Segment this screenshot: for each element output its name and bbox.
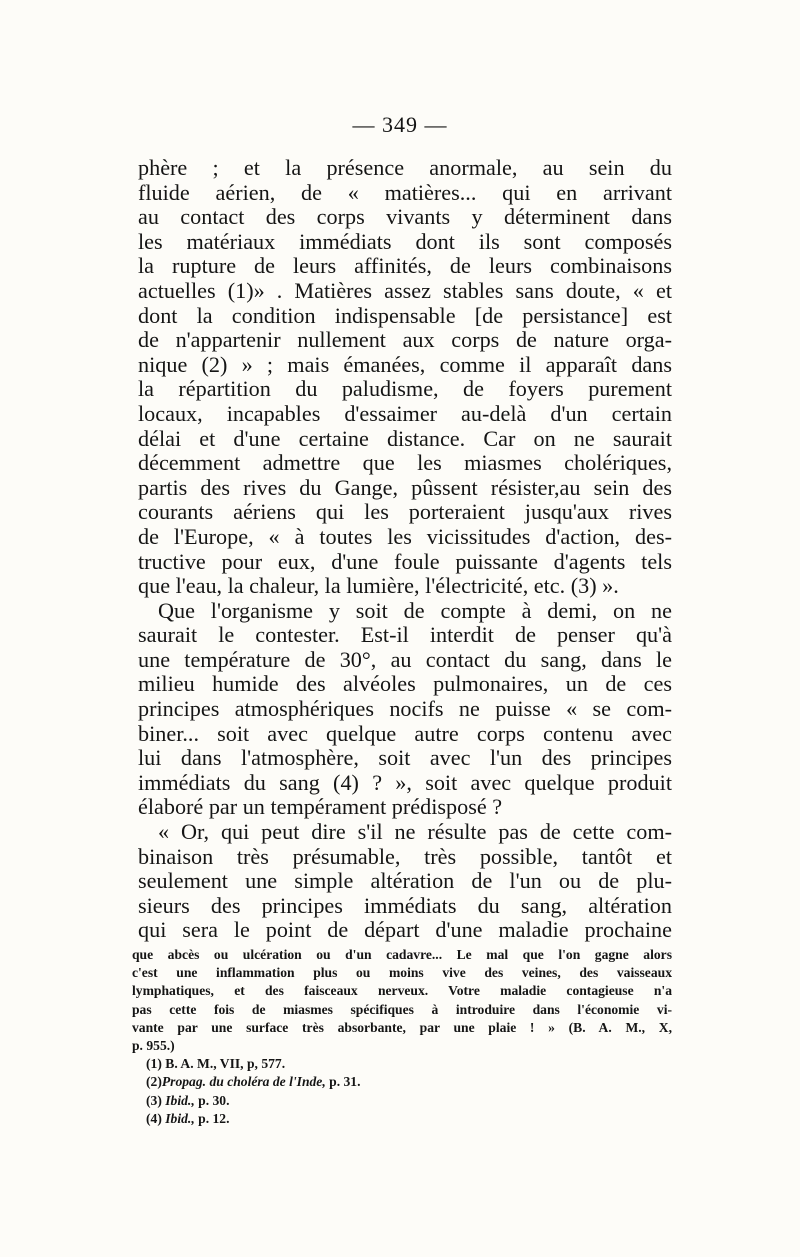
- text-line: qui sera le point de départ d'une maladie prochaine: [138, 917, 672, 943]
- footnote-number: (4): [146, 1110, 162, 1126]
- text-line: une température de 30°, au contact du sang, dans le: [138, 646, 672, 672]
- text-line: phère ; et la présence anormale, au sein du: [138, 155, 672, 180]
- text-line: élaboré par un tempérament prédisposé ?: [138, 794, 503, 820]
- footnotes: [132, 946, 672, 1128]
- footnote-ref: [132, 1055, 672, 1073]
- page-number: — 349 —: [352, 112, 448, 137]
- text-line: que l'eau, la chaleur, la lumière, l'électricité, etc. (3) ».: [138, 573, 619, 599]
- text-line: les matériaux immédiats dont ils sont composés: [138, 228, 672, 254]
- text-line: principes atmosphériques nocifs ne puisse « se com-: [138, 696, 672, 722]
- footnote-line: p. 955.): [132, 1037, 175, 1053]
- text-line: délai et d'une certaine distance. Car on ne saurait: [138, 425, 672, 451]
- text-line: courants aériens qui les porteraient jusqu'aux rives: [138, 499, 672, 525]
- body-text: [138, 156, 672, 943]
- text-line: partis des rives du Gange, pûssent résister,au sein des: [138, 474, 672, 500]
- text-line: Que l'organisme y soit de compte à demi, on ne: [158, 597, 672, 623]
- footnote-text: p. 30.: [194, 1092, 230, 1108]
- footnote-ref: [132, 1073, 672, 1091]
- footnote-number: (1): [146, 1056, 162, 1072]
- text-line: sieurs des principes immédiats du sang, altération: [138, 892, 672, 918]
- text-line: seulement une simple altération de l'un ou de plu-: [138, 868, 672, 894]
- footnote-line: c'est une inflammation plus ou moins vive des veines, des vaisseaux: [132, 965, 672, 981]
- footnote-title: Propag. du choléra de l'Inde,: [161, 1074, 326, 1090]
- footnote-title: Ibid.,: [165, 1092, 195, 1108]
- text-line: binaison très présumable, très possible, tantôt et: [138, 843, 672, 869]
- text-line: locaux, incapables d'essaimer au-delà d'un certain: [138, 400, 672, 426]
- text-line: immédiats du sang (4) ? », soit avec quelque produit: [138, 769, 672, 795]
- text-line: lui dans l'atmosphère, soit avec l'un des principes: [138, 745, 672, 771]
- footnote-text: p. 12.: [194, 1110, 230, 1126]
- footnote-number: (3): [146, 1092, 162, 1108]
- text-line: au contact des corps vivants y déterminent dans: [138, 204, 672, 230]
- footnote-text: B. A. M., VII, p, 577.: [165, 1056, 286, 1072]
- footnote-line: pas cette fois de miasmes spécifiques à introduire dans l'économie vi-: [132, 1001, 672, 1017]
- footnote-number: (2): [146, 1074, 162, 1090]
- text-line: dont la condition indispensable [de persistance] est: [138, 302, 672, 328]
- footnote-ref: [132, 1092, 672, 1110]
- text-line: la rupture de leurs affinités, de leurs combinaisons: [138, 253, 672, 279]
- footnote-line: lymphatiques, et des faisceaux nerveux. Votre maladie contagieuse n'a: [132, 983, 672, 999]
- text-line: biner... soit avec quelque autre corps contenu avec: [138, 720, 672, 746]
- text-line: saurait le contester. Est-il interdit de penser qu'à: [138, 622, 672, 648]
- text-line: nique (2) » ; mais émanées, comme il apparaît dans: [138, 351, 672, 377]
- text-line: tructive pour eux, d'une foule puissante d'agents tels: [138, 548, 672, 574]
- text-line: de n'appartenir nullement aux corps de nature orga-: [138, 327, 672, 353]
- footnote-ref: [132, 1110, 672, 1128]
- text-line: fluide aérien, de « matières... qui en arrivant: [138, 179, 672, 205]
- text-line: « Or, qui peut dire s'il ne résulte pas de cette com-: [158, 819, 672, 845]
- footnote-title: Ibid.,: [165, 1110, 195, 1126]
- text-line: actuelles (1)» . Matières assez stables sans doute, « et: [138, 277, 672, 303]
- text-line: la répartition du paludisme, de foyers purement: [138, 376, 672, 402]
- text-line: décemment admettre que les miasmes cholériques,: [138, 450, 672, 476]
- footnote-line: vante par une surface très absorbante, par une plaie ! » (B. A. M., X,: [132, 1019, 672, 1035]
- footnote-line: que abcès ou ulcération ou d'un cadavre... Le mal que l'on gagne alors: [132, 947, 672, 962]
- text-line: milieu humide des alvéoles pulmonaires, un de ces: [138, 671, 672, 697]
- footnote-text: p. 31.: [325, 1074, 361, 1090]
- text-line: de l'Europe, « à toutes les vicissitudes d'action, des-: [138, 523, 672, 549]
